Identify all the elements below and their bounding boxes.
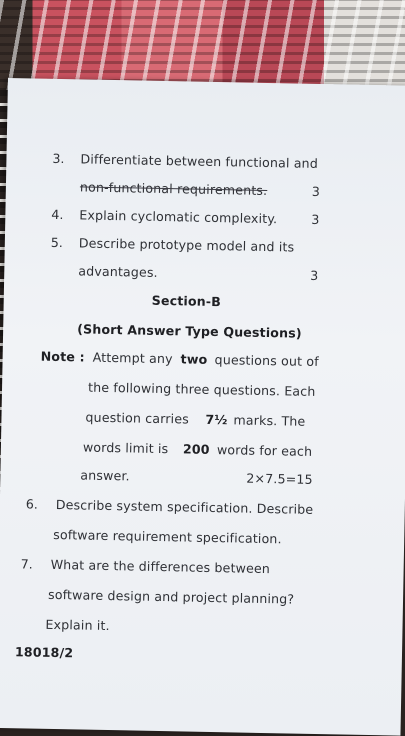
note-label: Note : xyxy=(40,348,85,365)
exam-paper-sheet xyxy=(0,78,405,736)
question-6-line2: software requirement specification. xyxy=(53,526,282,547)
question-3-line2: non-functional requirements. xyxy=(79,179,268,198)
question-7-number: 7. xyxy=(20,556,33,572)
question-3-line1: Differentiate between functional and xyxy=(80,151,319,171)
note-words-value: 200 xyxy=(182,441,210,457)
question-5-line2: advantages. xyxy=(78,263,158,280)
question-3-number: 3. xyxy=(52,150,65,167)
question-7-line3: Explain it. xyxy=(45,616,110,634)
question-5-number: 5. xyxy=(50,234,64,251)
question-6-number: 6. xyxy=(25,496,38,512)
question-4-marks: 3 xyxy=(311,211,320,228)
note-line3-end: marks. The xyxy=(233,412,306,429)
note-line4-start: words limit is xyxy=(82,439,169,457)
question-3-marks: 3 xyxy=(311,183,321,200)
note-line5: answer. xyxy=(80,467,130,484)
question-4-number: 4. xyxy=(51,206,64,223)
section-subtitle: (Short Answer Type Questions) xyxy=(77,321,302,341)
section-title: Section-B xyxy=(151,292,222,310)
note-two-emphasis: two xyxy=(180,351,208,367)
question-7-line2: software design and project planning? xyxy=(47,586,295,607)
question-4-line1: Explain cyclomatic complexity. xyxy=(79,207,278,227)
note-line1-start: Attempt any xyxy=(92,349,173,367)
note-line2: the following three questions. Each xyxy=(87,379,316,399)
question-7-line1: What are the differences between xyxy=(50,556,271,577)
question-6-line1: Describe system specification. Describe xyxy=(55,496,314,517)
note-line1-end: questions out of xyxy=(214,352,319,370)
note-marks-value: 7½ xyxy=(205,411,228,428)
note-line4-end: words for each xyxy=(216,442,313,459)
question-5-marks: 3 xyxy=(310,267,319,283)
question-5-line1: Describe prototype model and its xyxy=(78,235,295,255)
paper-code: 18018/2 xyxy=(14,644,74,661)
note-formula: 2×7.5=15 xyxy=(246,470,313,487)
note-line3-start: question carries xyxy=(85,409,190,427)
